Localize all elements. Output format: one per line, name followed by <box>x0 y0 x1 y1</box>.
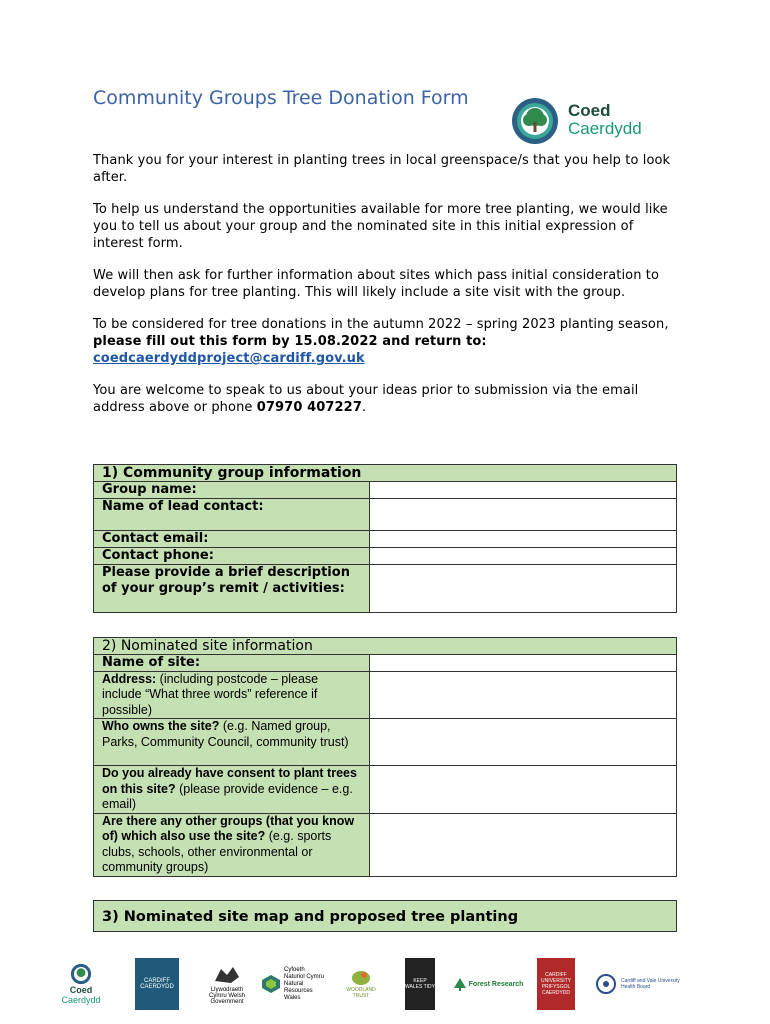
address-field[interactable] <box>370 671 677 719</box>
leaf-icon <box>350 969 372 987</box>
coed-caerdydd-logo <box>510 96 670 146</box>
cardiff-council-logo: CARDIFF CAERDYDD <box>135 958 179 1010</box>
address-label: Address: (including postcode – please include “What three words” reference if possible) <box>94 671 370 719</box>
community-group-table <box>93 464 677 613</box>
page-title: Community Groups Tree Donation Form <box>93 87 469 109</box>
logo-word-coed: Coed <box>568 101 611 120</box>
forest-research-logo: Forest Research <box>451 958 525 1010</box>
lead-contact-label: Name of lead contact: <box>94 499 370 531</box>
consent-label: Do you already have consent to plant trees on this site? (please provide evidence – e.g. email) <box>94 766 370 814</box>
nrw-emblem-icon <box>261 974 281 994</box>
site-name-field[interactable] <box>370 655 677 672</box>
site-name-label: Name of site: <box>94 655 370 672</box>
group-name-field[interactable] <box>370 482 677 499</box>
intro-text <box>93 152 683 431</box>
section-3-header: 3) Nominated site map and proposed tree planting <box>94 901 677 932</box>
phone-number: 07970 407227 <box>256 400 362 415</box>
nrw-logo: Cyfoeth Naturiol Cymru Natural Resources Wales <box>261 958 331 1010</box>
intro-paragraph-1: Thank you for your interest in planting trees in local greenspace/s that you help to look after. <box>93 153 671 185</box>
contact-email-field[interactable] <box>370 531 677 548</box>
lead-contact-field[interactable] <box>370 499 677 531</box>
intro-paragraph-4: To be considered for tree donations in the autumn 2022 – spring 2023 planting season, please fill out this form by 15.08.2022 and return to: coedcaerdyddproject@cardiff.gov.uk <box>93 317 669 366</box>
tree-emblem-icon <box>70 963 92 985</box>
woodland-trust-logo: WOODLAND TRUST <box>341 958 381 1010</box>
nominated-site-table <box>93 637 677 877</box>
tree-icon <box>453 977 467 991</box>
intro-paragraph-3: We will then ask for further information about sites which pass initial consideration to develop plans for tree planting. This will likely include a site visit with the group. <box>93 268 660 300</box>
logo-word-caerdydd: Caerdydd <box>568 119 642 138</box>
group-name-label: Group name: <box>94 482 370 499</box>
site-owner-field[interactable] <box>370 719 677 766</box>
site-map-table <box>93 900 677 932</box>
other-groups-label: Are there any other groups (that you know of) which also use the site? (e.g. sports clubs, schools, other environmental or community groups) <box>94 813 370 876</box>
tree-emblem-icon <box>510 96 560 146</box>
contact-email-label: Contact email: <box>94 531 370 548</box>
contact-phone-label: Contact phone: <box>94 548 370 565</box>
welsh-government-logo: Llywodraeth Cymru Welsh Government <box>203 958 251 1010</box>
nhs-health-board-logo: Cardiff and Vale University Health Board <box>595 958 695 1010</box>
partner-logos <box>55 958 705 1010</box>
dragon-icon <box>213 963 241 987</box>
section-2-header: 2) Nominated site information <box>94 638 677 655</box>
group-description-label: Please provide a brief description of your group’s remit / activities: <box>94 565 370 613</box>
health-board-emblem-icon <box>595 973 617 995</box>
deadline-text: please fill out this form by 15.08.2022 and return to: <box>93 334 487 349</box>
intro-paragraph-2: To help us understand the opportunities available for more tree planting, we would like you to tell us about your group and the nominated site in this initial expression of interest form. <box>93 202 668 251</box>
intro-paragraph-5: You are welcome to speak to us about your ideas prior to submission via the email address above or phone 07970 407227. <box>93 383 639 415</box>
email-link[interactable]: coedcaerdyddproject@cardiff.gov.uk <box>93 351 365 366</box>
other-groups-field[interactable] <box>370 813 677 876</box>
consent-field[interactable] <box>370 766 677 814</box>
keep-wales-tidy-logo: KEEP WALES TIDY <box>405 958 435 1010</box>
group-description-field[interactable] <box>370 565 677 613</box>
section-1-header: 1) Community group information <box>94 465 677 482</box>
site-owner-label: Who owns the site? (e.g. Named group, Parks, Community Council, community trust) <box>94 719 370 766</box>
contact-phone-field[interactable] <box>370 548 677 565</box>
cardiff-university-logo: CARDIFF UNIVERSITY PRIFYSGOL CAERDYDD <box>537 958 575 1010</box>
coed-caerdydd-small-logo: Coed Caerdydd <box>55 958 107 1010</box>
